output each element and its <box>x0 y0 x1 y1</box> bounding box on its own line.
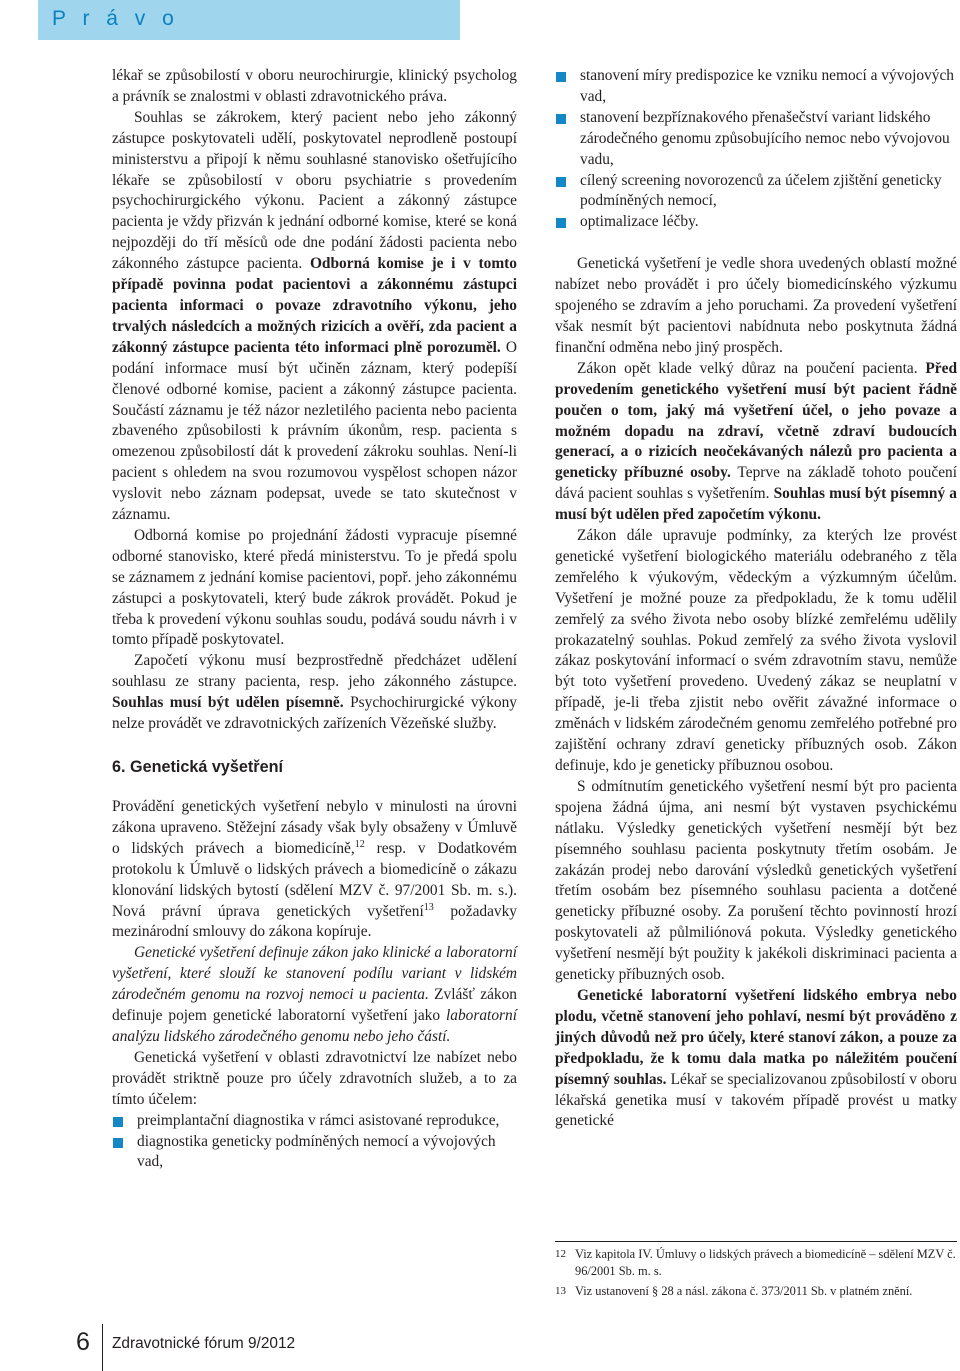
paragraph <box>112 943 517 1048</box>
text-span: Odborná komise po projednání žádosti vypracuje písemné odborné stanovisko, které předá ministerstvu. To je předá spolu se záznamem z jednání komise pacientovi, popř. jeho zákonnému zástupci a poskytovateli, který bude zákrok provádět. Pokud je třeba k provedení výkonu souhlas soudu, podává soudu návrh i v tomto případě poskytovatel. <box>112 526 517 649</box>
text-span: Psychochirurgické výkony nelze provádět ve zdravotnických zařízeních Vězeňské služby. <box>112 694 517 733</box>
list-item <box>555 108 957 171</box>
bold-text: Odborná komise je i v tomto případě povinna podat pacientovi a zákonnému zástupci pacienta informaci o povaze zdravotního výkonu, jeho trvalých následcích a možných rizicích a ověří, zda pacient a zákonný zástupce pacienta této informaci plně porozuměl. <box>112 255 517 356</box>
square-bullet-icon <box>113 1138 123 1148</box>
text-span: resp. v Dodatkovém protokolu k Úmluvě o lidských právech a biomedicíně o zákazu klonování lidských bytostí (sdělení MZV č. 97/2001 Sb. m. s.). Nová právní úprava genetických vyšetření <box>112 839 517 920</box>
square-bullet-icon <box>113 1117 123 1127</box>
text-span: Souhlas se zákrokem, který pacient nebo jeho zákonný zástupce poskytovateli udělí, poskytovatel neprodleně postoupí ministerstvu a připojí k němu souhlasné stanovisko ošetřujícího lékaře se způsobilostí v oboru psychiatrie s provedením psychochirurgického výkonu. Pacient a zákonný zástupce pacienta je vždy přizván k jednání odborné komise, které se koná nejpozději do tří měsíců ode dne podání žádosti pacienta nebo zákonného zástupce pacienta. <box>112 108 517 273</box>
text-span: lékař se způsobilostí v oboru neurochirurgie, klinický psycholog a právník se znalostmi v oblasti zdravotnického práva. <box>112 67 517 105</box>
footnote <box>555 1283 957 1300</box>
paragraph <box>555 526 957 777</box>
text-span: Genetická vyšetření v oblasti zdravotnictví lze nabízet nebo provádět striktně pouze pro účely zdravotních služeb, a to za tímto účelem: <box>112 1048 517 1108</box>
paragraph <box>555 254 957 359</box>
bullet-list <box>555 66 957 233</box>
italic-text: Genetické vyšetření definuje zákon jako klinické a laboratorní vyšetření, které slouží ke stanovení podílu variant v lidském zárodečném genomu na rozvoj nemoci u pacienta. <box>112 944 517 1004</box>
right-column <box>555 66 957 1132</box>
footnote-number: 12 <box>555 1248 566 1260</box>
footnote-text: Viz kapitola IV. Úmluvy o lidských právech a biomedicíně – sdělení MZV č. 96/2001 Sb. m. s. <box>575 1247 956 1278</box>
text-span: Zákon dále upravuje podmínky, za kterých lze provést genetické vyšetření biologického materiálu odebraného z těla zemřelého k výukovým, vědeckým a výzkumným účelům. Vyšetření je možné pouze za předpokladu, že k tomu udělil zemřelý za svého života nebo osoby blízké zemřelému udělily prokazatelný souhlas. Pokud zemřelý za svého života vyslovil zákaz poskytování informací o svém zdravotním stavu, nemůže být toto vyšetření provedeno. Uvedený zákaz se neuplatní v případě, je-li třeba zjistit nebo ověřit závažné informace o změnách v lidském zárodečném genomu zemřelého potřebné pro zajištění ochrany zdraví geneticky příbuzných osob. Zákon definuje, kdo je geneticky příbuznou osobou. <box>555 527 957 774</box>
list-item-text: cílený screening novorozenců za účelem zjištění geneticky podmíněných nemocí, <box>580 171 942 210</box>
text-span: O podání informace musí být učiněn záznam, který podepíší členové odborné komise, pacient a zákonný zástupce pacienta. Součástí záznamu je též názor nezletilého pacienta nebo pacienta zbaveného způsobilosti k právním úkonům, resp. pacienta s omezenou způsobilostí dát k provedení zákroku souhlas. Není-li pacient s ohledem na svou rozumovou vyspělost schopen názor vyslovit nebo záznam podepsat, uvede se tato skutečnost v záznamu. <box>112 338 517 524</box>
text-span: Lékař se specializovanou způsobilostí v oboru lékařská genetika musí v takovém případě provést u matky genetické <box>555 1070 957 1130</box>
paragraph <box>555 777 957 986</box>
paragraph <box>112 651 517 735</box>
square-bullet-icon <box>556 72 566 82</box>
list-item-text: preimplantační diagnostika v rámci asistované reprodukce, <box>137 1111 500 1129</box>
bold-text: Souhlas musí být písemný a musí být udělen před započetím výkonu. <box>555 485 957 524</box>
footnote-number: 13 <box>555 1285 566 1297</box>
list-item <box>555 66 957 108</box>
list-item-text: optimalizace léčby. <box>580 213 699 231</box>
text-span: požadavky mezinárodní smlouvy do zákona kopíruje. <box>112 902 518 941</box>
bullet-list <box>112 1111 517 1174</box>
bold-text: Před provedením genetického vyšetření musí být pacient řádně poučen o tom, jaký má vyšetření účel, o jeho povaze a možném dopadu na zdraví, včetně zdraví budoucích generací, a o rizicích neočekávaných nálezů pro pacienta a geneticky příbuzné osoby. <box>555 359 957 482</box>
footnote-text: Viz ustanovení § 28 a násl. zákona č. 373/2011 Sb. v platném znění. <box>575 1284 913 1298</box>
text-span: Zákon opět klade velký důraz na poučení pacienta. <box>577 359 918 377</box>
footnote <box>555 1246 957 1280</box>
paragraph <box>112 1048 517 1111</box>
footnote-ref[interactable]: 13 <box>423 901 434 913</box>
list-item-text: stanovení míry predispozice ke vzniku nemocí a vývojových vad, <box>580 67 954 105</box>
paragraph <box>555 359 957 526</box>
paragraph <box>112 66 517 108</box>
text-span: Teprve na základě tohoto poučení dává pacient souhlas s vyšetřením. <box>555 464 958 503</box>
left-column <box>112 66 517 1173</box>
text-span: S odmítnutím genetického vyšetření nesmí být pro pacienta spojena žádná újma, ani nesmí být vystaven psychickému nátlaku. Výsledky genetických vyšetření nesmějí být bez písemného souhlasu pacienta poskytnuty třetím osobám. Je zakázán prodej nebo darování výsledků genetických vyšetření třetím osobám bez písemného souhlasu pacienta a dotčené geneticky příbuzné osoby. Za porušení těchto povinností hrozí poskytovateli až půlmiliónová pokuta. Výsledky genetického vyšetření nesmějí být použity k jakékoli diskriminaci pacienta a geneticky příbuzných osob. <box>555 777 957 984</box>
page-number: 6 <box>76 1328 90 1356</box>
text-span: Provádění genetických vyšetření nebylo v minulosti na úrovni zákona upraveno. Stěžejní zásady však byly obsaženy v Úmluvě o lidských právech a biomedicíně, <box>112 798 517 857</box>
footnotes <box>555 1241 957 1303</box>
list-item <box>555 212 957 233</box>
list-item <box>555 171 957 213</box>
square-bullet-icon <box>556 114 566 124</box>
paragraph <box>555 986 957 1132</box>
bold-text: Souhlas musí být udělen písemně. <box>112 694 344 712</box>
list-item-text: diagnostika geneticky podmíněných nemocí a vývojových vad, <box>137 1132 496 1171</box>
list-item-text: stanovení bezpříznakového přenašečství variant lidského zárodečného genomu způsobujícího nemoc nebo vývojovou vadu, <box>580 108 950 168</box>
italic-text: laboratorní analýzu lidského zárodečného genomu nebo jeho částí. <box>112 1007 517 1045</box>
paragraph <box>112 108 517 526</box>
square-bullet-icon <box>556 218 566 228</box>
section-heading: 6. Genetická vyšetření <box>112 758 283 776</box>
text-span: Započetí výkonu musí bezprostředně předcházet udělení souhlasu ze strany pacienta, resp. jeho zákonného zástupce. <box>112 652 517 691</box>
journal-name: Zdravotnické fórum 9/2012 <box>112 1335 296 1352</box>
paragraph <box>112 526 517 651</box>
text-span: Zvlášť zákon definuje pojem genetické laboratorní vyšetření jako <box>112 986 517 1025</box>
text-span: Genetická vyšetření je vedle shora uvedených oblastí možné nabízet nebo provádět i pro účely biomedicínského výzkumu spojeného se zdravím a jeho poruchami. Za provedení vyšetření však nesmít být pacientovi nabídnuta nebo poskytnuta žádná finanční odměna nebo jiný prospěch. <box>555 255 957 356</box>
list-item <box>112 1132 517 1174</box>
bold-text: Genetické laboratorní vyšetření lidského embrya nebo plodu, včetně stanovení jeho pohlaví, nesmí být prováděno z jiných důvodů než pro účely, které stanoví zákon, a pouze za předpokladu, že k tomu dala matka po náležitém poučení písemný souhlas. <box>555 986 957 1088</box>
footer-divider <box>102 1324 103 1371</box>
section-title: P r á v o <box>52 7 180 30</box>
footnote-ref[interactable]: 12 <box>354 838 365 850</box>
square-bullet-icon <box>556 177 566 187</box>
paragraph <box>112 797 517 943</box>
list-item <box>112 1111 517 1132</box>
